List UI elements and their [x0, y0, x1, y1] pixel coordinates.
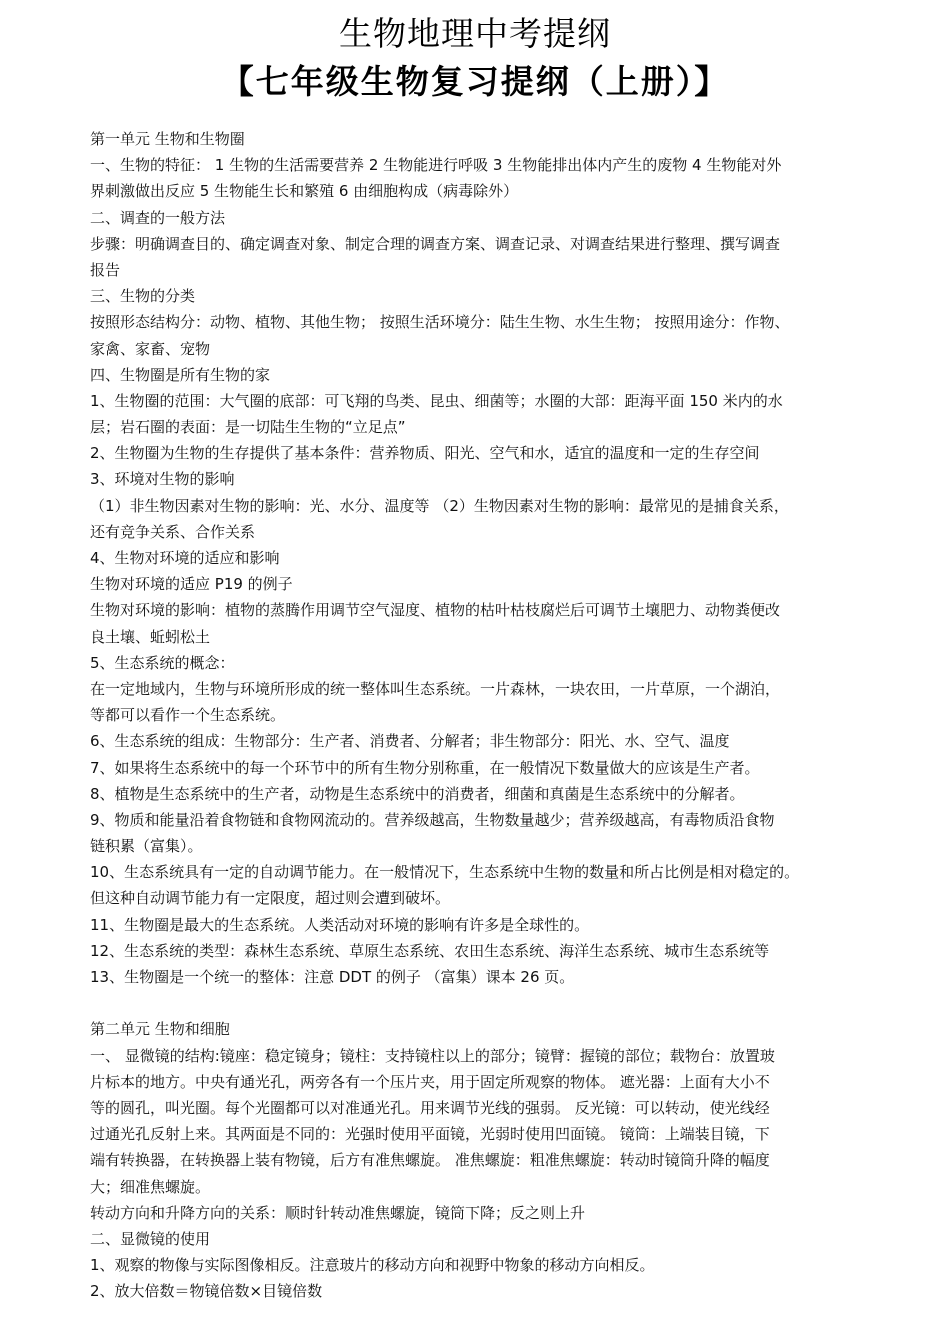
- text-line: 等的圆孔，叫光圈。每个光圈都可以对准通光孔。用来调节光线的强弱。 反光镜：可以转动，使光线经: [90, 1098, 770, 1117]
- text-line: 链积累（富集）。: [90, 837, 203, 856]
- text-line: 5、生态系统的概念：: [90, 653, 235, 672]
- text-line: 1、生物圈的范围：大气圈的底部：可飞翔的鸟类、昆虫、细菌等；水圈的大部：距海平面 150 米内的水: [90, 391, 783, 410]
- unit2-heading: 第二单元 生物和细胞: [90, 1020, 230, 1039]
- text-line: 家禽、家畜、宠物: [90, 339, 211, 358]
- text-line: 等都可以看作一个生态系统。: [90, 706, 286, 725]
- unit1-heading: 第一单元 生物和生物圈: [90, 130, 245, 148]
- text-line: 界刺激做出反应 5 生物能生长和繁殖 6 由细胞构成（病毒除外）: [90, 182, 519, 201]
- text-line: 转动方向和升降方向的关系：顺时针转动准焦螺旋，镜筒下降；反之则上升: [90, 1203, 586, 1222]
- text-line: 按照形态结构分：动物、植物、其他生物； 按照生活环境分：陆生生物、水生生物； 按照用途分：作物、: [90, 313, 790, 332]
- text-line: 生物对环境的影响：植物的蒸腾作用调节空气湿度、植物的枯叶枯枝腐烂后可调节土壤肥力、动物粪便改: [90, 601, 781, 620]
- text-line: 二、调查的一般方法: [90, 208, 226, 227]
- text-line: 4、生物对环境的适应和影响: [90, 549, 280, 567]
- text-line: 9、物质和能量沿着食物链和食物网流动的。营养级越高，生物数量越少；营养级越高，有毒物质沿食物: [90, 810, 775, 829]
- text-line: 良土壤、蚯蚓松土: [90, 627, 211, 646]
- text-line: 生物对环境的适应 P19 的例子: [90, 575, 293, 594]
- text-line: （1）非生物因素对生物的影响：光、水分、温度等 （2）生物因素对生物的影响：最常见的是捕食关系，: [90, 496, 789, 515]
- document-subtitle: 【七年级生物复习提纲（上册）】: [220, 62, 730, 101]
- text-line: 二、显微镜的使用: [90, 1229, 211, 1248]
- text-line: 层；岩石圈的表面：是一切陆生生物的“立足点”: [90, 418, 406, 437]
- text-line: 大；细准焦螺旋。: [90, 1177, 211, 1196]
- text-line: 3、环境对生物的影响: [90, 470, 235, 489]
- text-line: 还有竞争关系、合作关系: [90, 522, 256, 541]
- text-line: 一、 显微镜的结构:镜座：稳定镜身；镜柱：支持镜柱以上的部分；镜臂：握镜的部位；载物台：放置玻: [90, 1046, 775, 1065]
- text-line: 8、植物是生态系统中的生产者，动物是生态系统中的消费者，细菌和真菌是生态系统中的分解者。: [90, 784, 745, 803]
- text-line: 四、生物圈是所有生物的家: [90, 365, 271, 384]
- text-line: 三、生物的分类: [90, 287, 196, 306]
- text-line: 10、生态系统具有一定的自动调节能力。在一般情况下，生态系统中生物的数量和所占比例是相对稳定的。: [90, 863, 800, 882]
- text-line: 2、放大倍数＝物镜倍数×目镜倍数: [90, 1282, 323, 1301]
- text-line: 过通光孔反射上来。其两面是不同的：光强时使用平面镜，光弱时使用凹面镜。 镜筒：上端装目镜，下: [90, 1125, 770, 1144]
- document-title: 生物地理中考提纲: [339, 14, 611, 53]
- text-line: 端有转换器，在转换器上装有物镜，后方有准焦螺旋。 准焦螺旋：粗准焦螺旋：转动时镜筒升降的幅度: [90, 1151, 770, 1170]
- text-line: 11、生物圈是最大的生态系统。人类活动对环境的影响有许多是全球性的。: [90, 915, 590, 934]
- text-line: 片标本的地方。中央有通光孔，两旁各有一个压片夹，用于固定所观察的物体。 遮光器：上面有大小不: [90, 1072, 770, 1091]
- section-spacer: [90, 990, 862, 1016]
- text-line: 12、生态系统的类型：森林生态系统、草原生态系统、农田生态系统、海洋生态系统、城市生态系统等: [90, 941, 770, 960]
- text-line: 报告: [90, 260, 121, 279]
- unit2-section: [90, 1043, 862, 1305]
- unit1-section: [90, 152, 862, 990]
- text-line: 1、观察的物像与实际图像相反。注意玻片的移动方向和视野中物象的移动方向相反。: [90, 1256, 655, 1275]
- text-line: 2、生物圈为生物的生存提供了基本条件：营养物质、阳光、空气和水，适宜的温度和一定的生存空间: [90, 444, 760, 463]
- text-line: 一、生物的特征： 1 生物的生活需要营养 2 生物能进行呼吸 3 生物能排出体内产生的废物 4 生物能对外: [90, 156, 782, 175]
- text-line: 7、如果将生态系统中的每一个环节中的所有生物分别称重，在一般情况下数量做大的应该是生产者。: [90, 758, 760, 777]
- text-line: 13、生物圈是一个统一的整体：注意 DDT 的例子 （富集）课本 26 页。: [90, 968, 575, 986]
- text-line: 步骤：明确调查目的、确定调查对象、制定合理的调查方案、调查记录、对调查结果进行整理、撰写调查: [90, 234, 781, 253]
- text-line: 在一定地域内，生物与环境所形成的统一整体叫生态系统。一片森林，一块农田，一片草原，一个湖泊，: [90, 679, 781, 698]
- text-line: 6、生态系统的组成：生物部分：生产者、消费者、分解者；非生物部分：阳光、水、空气、温度: [90, 732, 730, 751]
- document-body: [90, 126, 862, 1304]
- text-line: 但这种自动调节能力有一定限度，超过则会遭到破坏。: [90, 889, 451, 908]
